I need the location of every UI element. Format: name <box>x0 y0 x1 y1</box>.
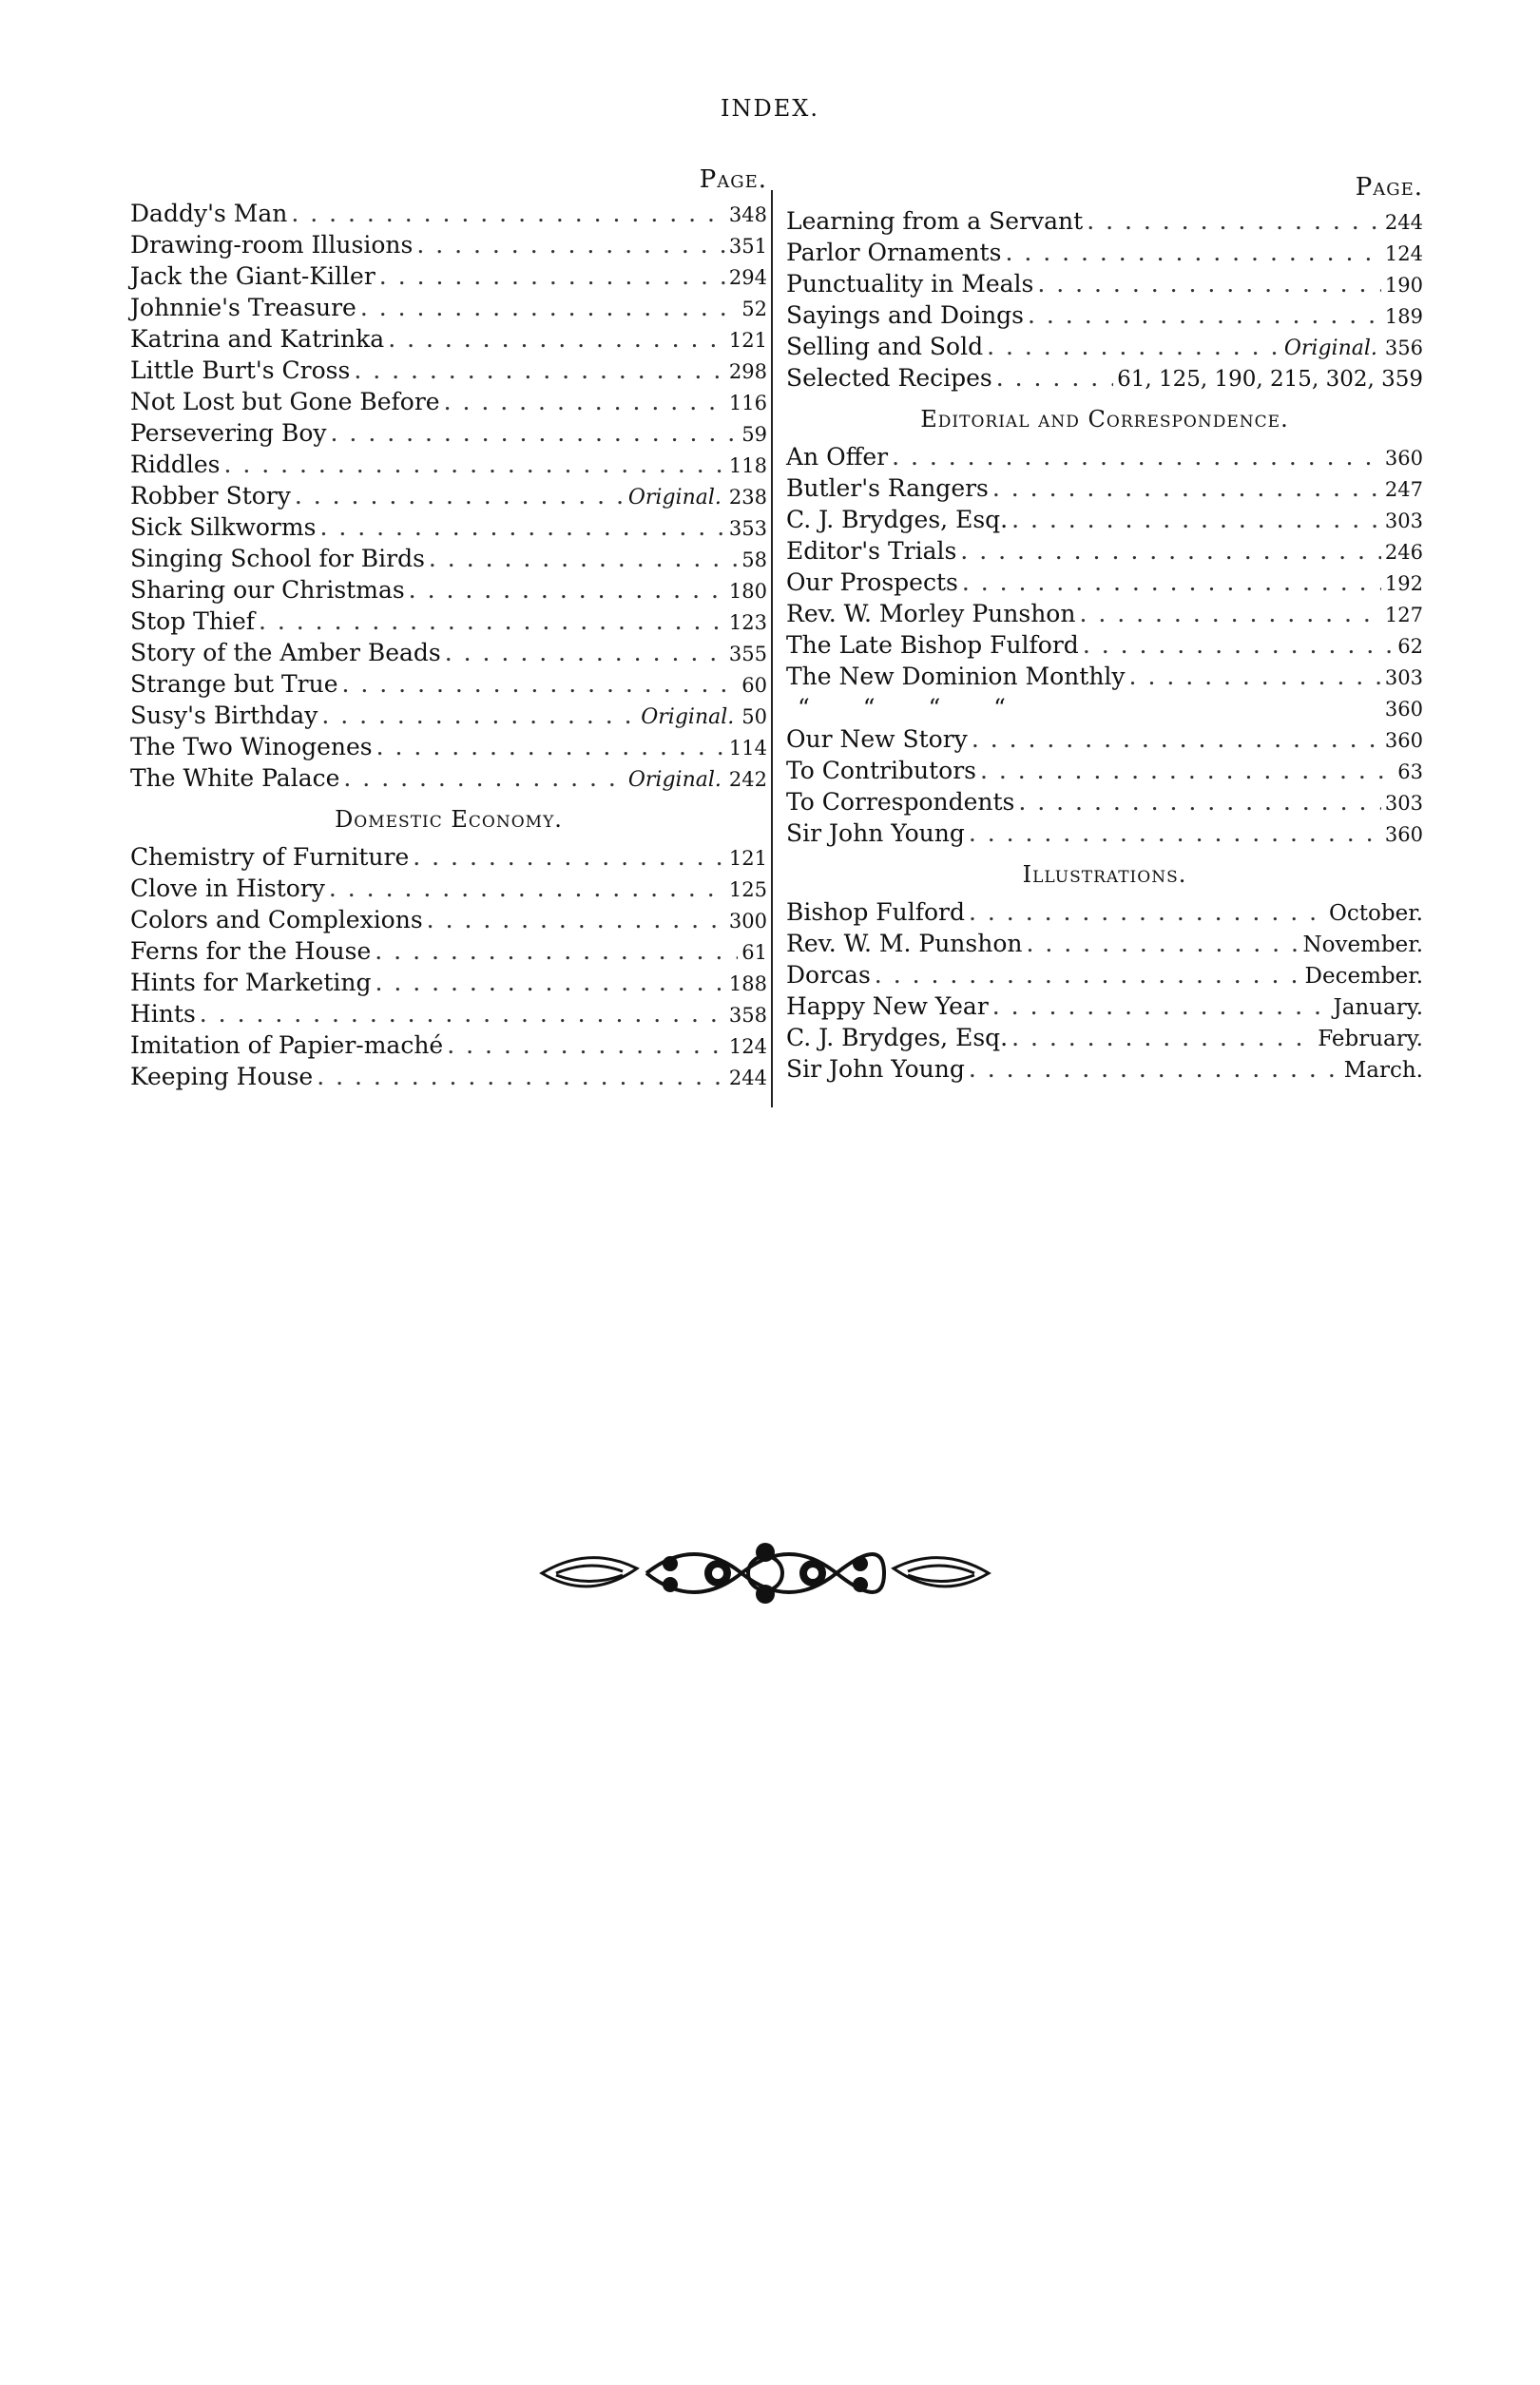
page-number: 118 <box>728 454 767 477</box>
entry-title: To Contributors <box>786 757 976 784</box>
index-entry <box>786 1022 1423 1053</box>
entry-title: Clove in History <box>130 875 325 902</box>
index-entry <box>130 762 767 794</box>
page-number: 303 <box>1384 792 1423 815</box>
index-entry <box>130 355 767 386</box>
column-divider <box>771 190 773 1107</box>
page-number: 124 <box>728 1035 767 1058</box>
entry-title: Hints for Marketing <box>130 969 372 996</box>
leader-dots <box>1018 786 1381 817</box>
leader-dots <box>321 700 637 731</box>
index-entry <box>786 817 1423 849</box>
entry-title: The Two Winogenes <box>130 733 373 760</box>
entry-title: To Correspondents <box>786 788 1015 816</box>
page-number: 114 <box>728 737 767 760</box>
leader-dots <box>969 1053 1340 1085</box>
page-number: 242 <box>728 768 767 791</box>
index-entry <box>786 1053 1423 1085</box>
page-number: 50 <box>741 705 767 728</box>
entry-title: Strange but True <box>130 670 338 698</box>
page-number: 246 <box>1384 541 1423 564</box>
leader-dots <box>962 567 1381 598</box>
entry-title: Punctuality in Meals <box>786 270 1034 298</box>
index-entry <box>786 896 1423 928</box>
page-number: 360 <box>1384 823 1423 846</box>
page-column-heading: Page. <box>699 165 767 194</box>
entry-title: Jack the Giant-Killer <box>130 262 375 290</box>
index-entry <box>786 441 1423 472</box>
leader-dots <box>1129 661 1381 692</box>
leader-dots <box>291 198 725 229</box>
leader-dots <box>388 323 725 355</box>
entry-title: Butler's Rangers <box>786 474 989 502</box>
page-number: 61, 125, 190, 215, 302, 359 <box>1117 367 1423 392</box>
entry-title: Rev. W. M. Punshon <box>786 930 1023 957</box>
page-column-heading-right: Page. <box>1355 173 1423 202</box>
entry-title: Story of the Amber Beads <box>130 639 441 666</box>
entry-title: Johnnie's Treasure <box>130 294 356 321</box>
index-entry <box>130 700 767 731</box>
index-entry <box>786 362 1423 394</box>
page-number: 59 <box>741 423 767 446</box>
entry-title: Stop Thief <box>130 607 255 635</box>
entry-title: Riddles <box>130 451 221 478</box>
page-number: 63 <box>1397 760 1423 783</box>
index-entry <box>130 292 767 323</box>
index-entry <box>786 268 1423 299</box>
leader-dots <box>379 260 725 292</box>
leader-dots <box>329 873 725 904</box>
page-number: 192 <box>1384 572 1423 595</box>
page-number: 247 <box>1384 478 1423 501</box>
page-number: 52 <box>741 298 767 320</box>
entry-title: Daddy's Man <box>130 200 288 227</box>
leader-dots <box>259 606 725 637</box>
index-entry <box>130 260 767 292</box>
entry-title: Chemistry of Furniture <box>130 843 410 871</box>
leader-dots <box>331 417 739 449</box>
leader-dots <box>969 896 1325 928</box>
page-number: 190 <box>1384 274 1423 297</box>
page-number: 244 <box>728 1067 767 1089</box>
page-number: 348 <box>728 203 767 226</box>
index-entry <box>786 567 1423 598</box>
index-entry <box>130 606 767 637</box>
leader-dots <box>445 637 725 668</box>
illustration-entries <box>786 896 1423 1085</box>
leader-dots <box>1037 268 1381 299</box>
leader-dots <box>444 386 725 417</box>
index-entry <box>130 449 767 480</box>
page-number: 360 <box>1384 729 1423 752</box>
leader-dots <box>972 723 1381 755</box>
right-entries <box>786 205 1423 394</box>
index-entry <box>786 472 1423 504</box>
page-number: 294 <box>728 266 767 289</box>
page-number: 298 <box>728 360 767 383</box>
index-entry <box>130 1029 767 1061</box>
leader-dots <box>360 292 738 323</box>
leader-dots <box>960 535 1381 567</box>
leader-dots <box>1079 598 1380 629</box>
index-entry <box>130 229 767 260</box>
leader-dots <box>992 472 1381 504</box>
index-entry <box>130 417 767 449</box>
index-entry <box>786 959 1423 991</box>
index-entry <box>130 967 767 998</box>
index-entry <box>786 629 1423 661</box>
entry-title: Rev. W. Morley Punshon <box>786 600 1076 627</box>
page-number: 355 <box>728 643 767 665</box>
index-entry <box>786 504 1423 535</box>
entry-title: Imitation of Papier-maché <box>130 1031 444 1059</box>
entry-title: Sir John Young <box>786 1055 965 1083</box>
page-number: 189 <box>1384 305 1423 328</box>
page-number: 116 <box>728 392 767 414</box>
right-column <box>786 169 1423 1085</box>
page-number: February. <box>1318 1027 1423 1051</box>
index-entry <box>786 991 1423 1022</box>
entry-title: Sayings and Doings <box>786 301 1025 329</box>
leader-dots <box>447 1029 725 1061</box>
index-entry <box>130 198 767 229</box>
editorial-entries <box>786 441 1423 692</box>
ditto-entry <box>786 692 1423 723</box>
page-number: 180 <box>728 580 767 603</box>
entry-title: Singing School for Birds <box>130 545 425 572</box>
page-number: 351 <box>728 235 767 258</box>
index-entry <box>130 904 767 935</box>
left-column <box>130 162 767 1092</box>
leader-dots <box>987 331 1280 362</box>
page-number: November. <box>1302 933 1423 957</box>
index-entry <box>130 637 767 668</box>
index-entry <box>130 731 767 762</box>
entry-title: Our Prospects <box>786 568 958 596</box>
entry-title: Learning from a Servant <box>786 207 1084 235</box>
leader-dots <box>875 959 1301 991</box>
entry-title: Selected Recipes <box>786 364 992 392</box>
index-entry <box>130 998 767 1029</box>
entry-title: Hints <box>130 1000 196 1028</box>
entry-title: The White Palace <box>130 764 340 792</box>
index-entry <box>130 323 767 355</box>
leader-dots <box>1083 629 1394 661</box>
entry-title: Bishop Fulford <box>786 898 966 926</box>
page-number: December. <box>1304 964 1423 989</box>
entry-title: C. J. Brydges, Esq. <box>786 1024 1009 1051</box>
leader-dots <box>342 668 739 700</box>
entry-title: Drawing-room Illusions <box>130 231 414 259</box>
entry-title: Our New Story <box>786 725 968 753</box>
leader-dots <box>1005 237 1380 268</box>
entry-title: Sharing our Christmas <box>130 576 405 604</box>
leader-dots <box>992 991 1330 1022</box>
page-number: 238 <box>728 486 767 509</box>
page-number: 124 <box>1384 242 1423 265</box>
page-title: INDEX. <box>721 95 819 122</box>
leader-dots <box>892 441 1381 472</box>
page-number: 353 <box>728 517 767 540</box>
leader-dots <box>413 841 725 873</box>
leader-dots <box>343 762 624 794</box>
page-number: 62 <box>1397 635 1423 658</box>
index-entry <box>786 237 1423 268</box>
page-number: 125 <box>728 878 767 901</box>
leader-dots <box>1011 504 1381 535</box>
index-entry <box>130 668 767 700</box>
editorial-entries-2 <box>786 723 1423 849</box>
entry-note: Original. <box>641 705 735 729</box>
index-entry <box>130 480 767 511</box>
leader-dots <box>1028 299 1381 331</box>
page-number: 303 <box>1384 510 1423 532</box>
entry-title: Persevering Boy <box>130 419 327 447</box>
index-entry <box>786 331 1423 362</box>
entry-title: Not Lost but Gone Before <box>130 388 440 415</box>
index-entry <box>130 935 767 967</box>
index-entry <box>130 574 767 606</box>
page-number: March. <box>1343 1058 1423 1083</box>
entry-note: Original. <box>627 768 722 792</box>
leader-dots <box>429 543 738 574</box>
entry-title: C. J. Brydges, Esq. <box>786 506 1009 533</box>
leader-dots <box>375 967 724 998</box>
entry-title: Susy's Birthday <box>130 702 318 729</box>
leader-dots <box>427 904 725 935</box>
leader-dots <box>354 355 725 386</box>
index-entry <box>786 535 1423 567</box>
index-entry <box>786 299 1423 331</box>
leader-dots <box>1011 1022 1314 1053</box>
index-entry <box>130 841 767 873</box>
index-entry <box>130 511 767 543</box>
index-entry <box>130 873 767 904</box>
leader-dots <box>319 511 724 543</box>
leader-dots <box>295 480 625 511</box>
page-number: 58 <box>741 548 767 571</box>
ditto-marks: “ “ “ “ <box>798 694 1006 721</box>
leader-dots <box>317 1061 725 1092</box>
index-entry <box>786 205 1423 237</box>
entry-title: Sick Silkworms <box>130 513 317 541</box>
leader-dots <box>200 998 725 1029</box>
page-number: January. <box>1333 995 1423 1020</box>
entry-note: Original. <box>627 486 722 510</box>
domestic-economy-heading: Domestic Economy. <box>335 806 563 833</box>
index-entry <box>786 786 1423 817</box>
entry-title: Katrina and Katrinka <box>130 325 385 353</box>
entry-title: Dorcas <box>786 961 871 989</box>
page-number: 121 <box>728 847 767 870</box>
index-entry <box>130 386 767 417</box>
entry-title: Little Burt's Cross <box>130 356 351 384</box>
entry-title: Robber Story <box>130 482 291 510</box>
leader-dots <box>416 229 725 260</box>
domestic-entries <box>130 841 767 1092</box>
entry-title: Colors and Complexions <box>130 906 423 933</box>
left-entries <box>130 198 767 794</box>
entry-title: Selling and Sold <box>786 333 984 360</box>
ornament-icon <box>532 1526 998 1621</box>
illustrations-heading: Illustrations. <box>1022 861 1187 888</box>
page-number: 360 <box>1384 447 1423 470</box>
index-entry <box>786 928 1423 959</box>
page-number: 188 <box>728 972 767 995</box>
entry-note: Original. <box>1283 337 1377 360</box>
page-number: 244 <box>1384 211 1423 234</box>
leader-dots <box>223 449 724 480</box>
entry-title: Happy New Year <box>786 992 989 1020</box>
entry-title: Keeping House <box>130 1063 314 1090</box>
entry-title: Sir John Young <box>786 819 965 847</box>
leader-dots <box>980 755 1394 786</box>
page-number: 360 <box>1384 698 1423 721</box>
entry-title: Parlor Ornaments <box>786 239 1002 266</box>
entry-title: Ferns for the House <box>130 937 372 965</box>
page-number: 123 <box>728 611 767 634</box>
index-entry <box>786 598 1423 629</box>
index-entry <box>786 661 1423 692</box>
leader-dots <box>375 935 738 967</box>
index-entry <box>786 755 1423 786</box>
entry-title: Editor's Trials <box>786 537 957 565</box>
page-number: 127 <box>1384 604 1423 626</box>
page-number: October. <box>1329 901 1423 926</box>
leader-dots <box>996 362 1113 394</box>
leader-dots <box>1087 205 1381 237</box>
leader-dots <box>1027 928 1299 959</box>
page-number: 60 <box>741 674 767 697</box>
index-entry <box>786 723 1423 755</box>
leader-dots <box>969 817 1381 849</box>
page-number: 300 <box>728 910 767 933</box>
entry-title: The New Dominion Monthly <box>786 663 1126 690</box>
page-number: 61 <box>741 941 767 964</box>
page-number: 356 <box>1384 337 1423 359</box>
page-number: 121 <box>728 329 767 352</box>
index-entry <box>130 543 767 574</box>
page-number: 358 <box>728 1004 767 1027</box>
entry-title: The Late Bishop Fulford <box>786 631 1079 659</box>
leader-dots <box>376 731 725 762</box>
entry-title: An Offer <box>786 443 889 471</box>
page-number: 303 <box>1384 666 1423 689</box>
editorial-heading: Editorial and Correspondence. <box>920 406 1289 433</box>
index-entry <box>130 1061 767 1092</box>
leader-dots <box>409 574 725 606</box>
